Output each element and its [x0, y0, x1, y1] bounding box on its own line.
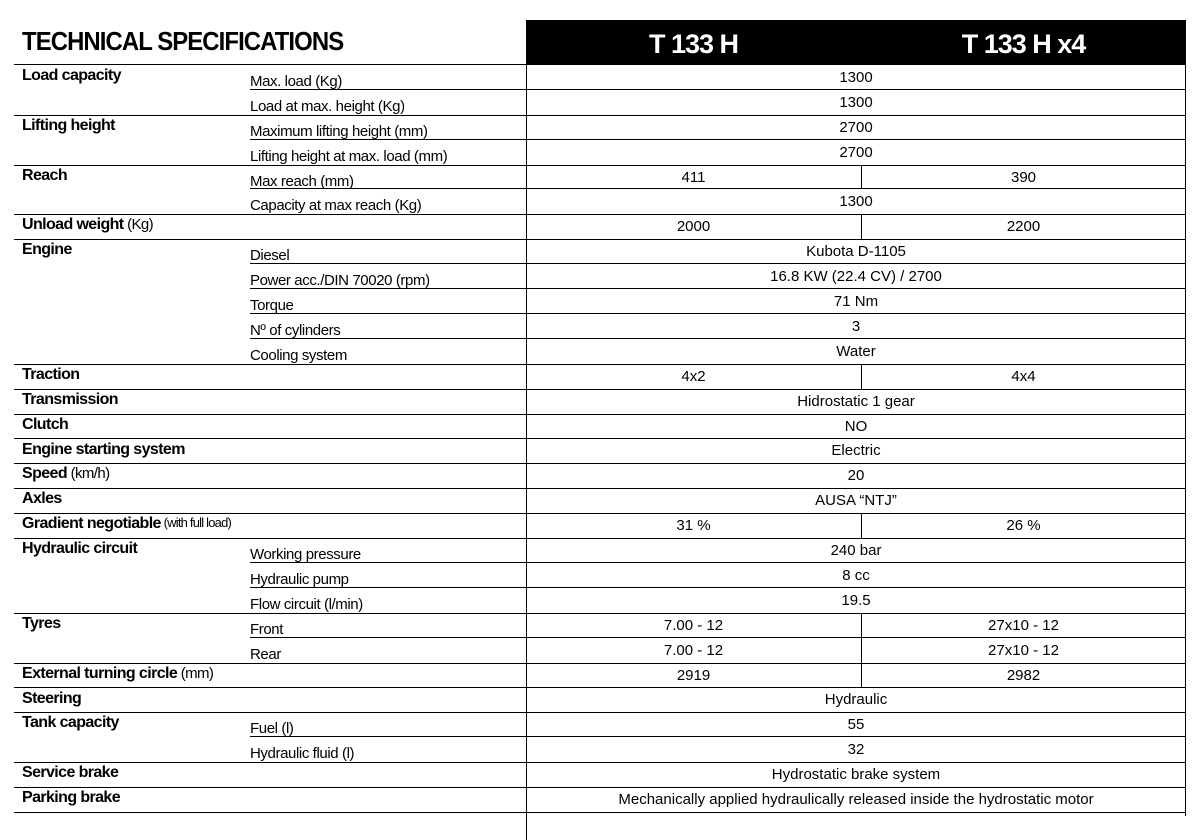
spec-label: Parking brake: [22, 789, 121, 807]
spec-value-both: 3: [851, 317, 861, 335]
spec-value-model-1: 4x2: [681, 367, 706, 385]
spec-sublabel: Hydraulic fluid (l): [250, 745, 355, 763]
spec-row: [14, 90, 1186, 116]
spec-sublabel: Fuel (l): [250, 720, 294, 738]
spec-row: [14, 339, 1186, 365]
spec-row: [14, 190, 1186, 216]
spec-sublabel: Max reach (mm): [250, 172, 354, 190]
spec-row: [14, 712, 1186, 737]
spec-label: Engine: [22, 241, 72, 259]
spec-row: [14, 364, 1186, 390]
spec-label: Lifting height: [22, 116, 115, 134]
spec-row: [14, 737, 1186, 763]
spec-row: [14, 289, 1186, 314]
spec-row: [14, 214, 1186, 240]
spec-row: [14, 488, 1186, 514]
spec-value-both: 1300: [839, 193, 873, 211]
spec-row: [14, 787, 1186, 813]
spec-sublabel: Nº of cylinders: [250, 321, 341, 339]
spec-value-model-1: 2000: [676, 218, 711, 236]
spec-value-model-2: 390: [1010, 168, 1037, 186]
spec-value-both: Hydraulic: [824, 691, 888, 709]
spec-label: Hydraulic circuit: [22, 540, 138, 558]
spec-row: [14, 563, 1186, 588]
spec-sublabel: Capacity at max reach (Kg): [250, 197, 422, 215]
spec-row: [14, 463, 1186, 489]
spec-row: [14, 414, 1186, 440]
spec-value-model-2: 27x10 - 12: [988, 616, 1059, 634]
spec-value-model-2: 2982: [1006, 666, 1041, 684]
spec-row: [14, 688, 1186, 714]
spec-value-both: Water: [836, 342, 876, 360]
spec-sublabel: Hydraulic pump: [250, 570, 349, 588]
spec-label: Speed (km/h): [22, 465, 110, 483]
spec-sublabel: Rear: [250, 645, 281, 663]
spec-sublabel: Torque: [250, 297, 294, 315]
spec-label: External turning circle (mm): [22, 664, 214, 682]
spec-row: [14, 538, 1186, 563]
spec-sublabel: Maximum lifting height (mm): [250, 122, 428, 140]
spec-row: [14, 165, 1186, 190]
spec-label-note: (with full load): [160, 515, 232, 531]
spec-label: Traction: [22, 365, 80, 383]
spec-label: Gradient negotiable (with full load): [22, 515, 232, 533]
spec-value-both: 240 bar: [830, 542, 882, 560]
spec-label: Reach: [22, 166, 68, 184]
spec-value-model-2: 2200: [1006, 218, 1041, 236]
spec-sublabel: Working pressure: [250, 546, 361, 564]
spec-label: Transmission: [22, 390, 118, 408]
spec-label: Unload weight (Kg): [22, 216, 154, 234]
spec-value-both: 8 cc: [842, 566, 870, 584]
spec-value-both: Kubota D-1105: [806, 243, 906, 261]
spec-value-both: 71 Nm: [833, 293, 879, 311]
spec-row: [14, 115, 1186, 140]
spec-label-unit: (Kg): [123, 216, 154, 234]
spec-row: [14, 239, 1186, 264]
spec-sublabel: Flow circuit (l/min): [250, 595, 363, 613]
spec-value-both: 19.5: [841, 591, 871, 609]
spec-label: Load capacity: [22, 67, 121, 84]
spec-value-both: 2700: [839, 143, 873, 161]
spec-sublabel: Load at max. height (Kg): [250, 97, 405, 115]
spec-row: [14, 663, 1186, 689]
spec-value-both: 32: [847, 741, 865, 759]
spec-value-both: Mechanically applied hydraulically released inside the hydrostatic motor: [618, 791, 1094, 809]
spec-value-model-2: 4x4: [1011, 367, 1036, 385]
spec-row: [14, 439, 1186, 465]
spec-sublabel: Power acc./DIN 70020 (rpm): [250, 272, 430, 290]
spec-row: [14, 65, 1186, 90]
spec-value-both: Hydrostatic brake system: [771, 766, 941, 784]
model-header-bar: [526, 20, 1186, 64]
spec-value-model-1: 31 %: [676, 517, 711, 535]
column-divider: [526, 64, 527, 840]
spec-label: Tank capacity: [22, 714, 119, 732]
right-border: [1185, 20, 1186, 816]
spec-value-both: 55: [847, 716, 865, 734]
spec-value-both: 1300: [839, 68, 873, 86]
spec-sublabel: Diesel: [250, 247, 290, 265]
spec-row: [14, 140, 1186, 166]
spec-row: [14, 613, 1186, 638]
spec-sublabel: Front: [250, 620, 284, 638]
spec-value-both: 16.8 KW (22.4 CV) / 2700: [770, 268, 942, 286]
spec-row: [14, 762, 1186, 788]
spec-sublabel: Max. load (Kg): [250, 72, 342, 90]
spec-label-unit: (km/h): [67, 465, 110, 483]
spec-value-both: Hidrostatic 1 gear: [797, 392, 915, 410]
spec-row: [14, 513, 1186, 539]
spec-row: [14, 588, 1186, 614]
spec-row: [14, 389, 1186, 415]
spec-value-model-1: 7.00 - 12: [663, 616, 724, 634]
spec-value-model-1: 7.00 - 12: [663, 641, 724, 659]
spec-row: [14, 264, 1186, 289]
spec-label: Engine starting system: [22, 440, 185, 458]
spec-label: Steering: [22, 689, 82, 707]
spec-value-model-2: 27x10 - 12: [988, 641, 1059, 659]
spec-value-both: NO: [844, 417, 868, 435]
spec-row: [14, 314, 1186, 339]
spec-sublabel: Cooling system: [250, 346, 347, 364]
spec-value-model-1: 2919: [676, 666, 711, 684]
spec-value-both: 2700: [839, 118, 873, 136]
spec-label: Tyres: [22, 614, 61, 632]
spec-value-both: AUSA “NTJ”: [815, 492, 897, 510]
spec-value-model-2: 26 %: [1006, 517, 1041, 535]
model-header-2: T 133 H x4: [961, 29, 1086, 59]
spec-sublabel: Lifting height at max. load (mm): [250, 147, 448, 165]
spec-value-both: 20: [847, 467, 865, 485]
spec-row: [14, 638, 1186, 664]
model-header-1: T 133 H: [648, 29, 739, 59]
spec-value-model-1: 411: [681, 168, 706, 186]
spec-value-both: Electric: [831, 442, 881, 460]
page-title: TECHNICAL SPECIFICATIONS: [22, 26, 344, 56]
spec-label-unit: (mm): [177, 664, 214, 682]
spec-label: Clutch: [22, 415, 69, 433]
spec-label: Service brake: [22, 764, 119, 782]
spec-value-both: 1300: [839, 93, 873, 111]
spec-label: Axles: [22, 490, 62, 508]
